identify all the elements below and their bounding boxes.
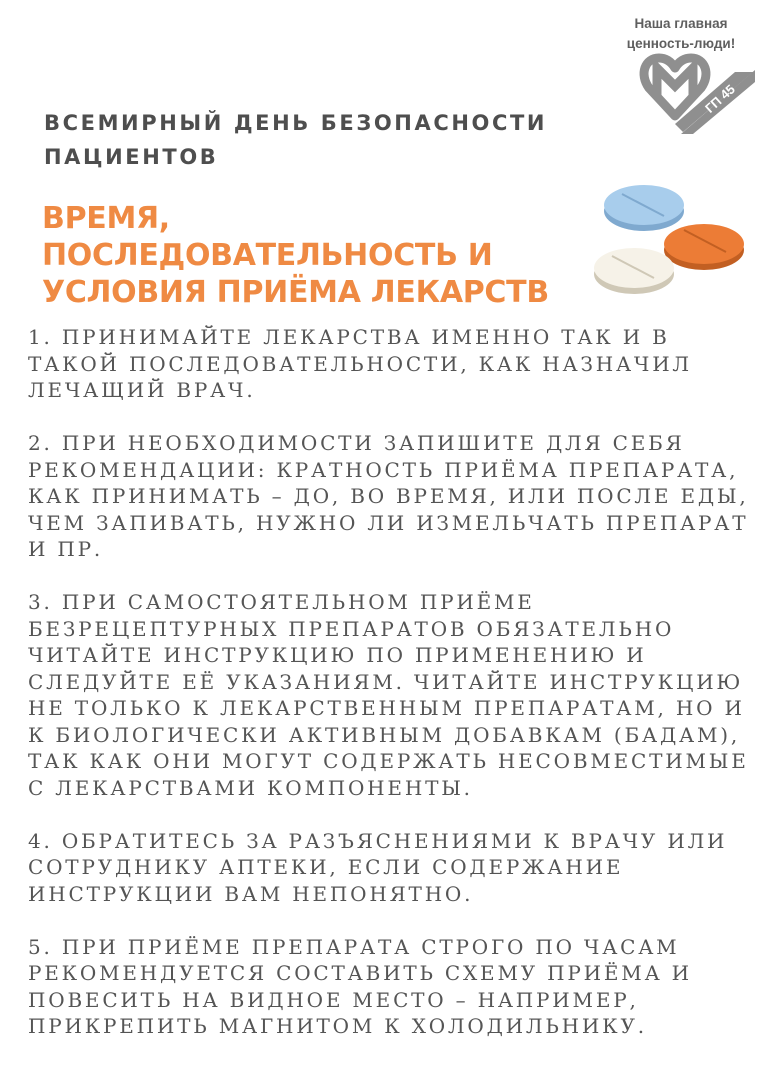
event-title: ВСЕМИРНЫЙ ДЕНЬ БЕЗОПАСНОСТИ ПАЦИЕНТОВ — [44, 111, 548, 169]
instruction-3: 3. ПРИ САМОСТОЯТЕЛЬНОМ ПРИЁМЕ БЕЗРЕЦЕПТУРНЫХ ПРЕПАРАТОВ ОБЯЗАТЕЛЬНО ЧИТАЙТЕ ИНСТРУКЦИЮ ПО ПРИМЕНЕНИЮ И СЛЕДУЙТЕ ЕЁ УКАЗАНИЯМ. ЧИТАЙТЕ ИНСТРУКЦИЮ НЕ ТОЛЬКО К ЛЕКАРСТВЕННЫМ ПРЕПАРАТАМ, НО И К БИОЛОГИЧЕСКИ АКТИВНЫМ ДОБАВКАМ (БАДАМ), ТАК КАК ОНИ МОГУТ СОДЕРЖАТЬ НЕСОВМЕСТИМЫЕ С ЛЕКАРСТВАМИ КОМПОНЕНТЫ. — [28, 590, 749, 800]
main-title-line-3: УСЛОВИЯ ПРИЁМА ЛЕКАРСТВ — [42, 275, 549, 310]
main-title-line-1: ВРЕМЯ, — [42, 201, 170, 236]
instruction-5: 5. ПРИ ПРИЁМЕ ПРЕПАРАТА СТРОГО ПО ЧАСАМ РЕКОМЕНДУЕТСЯ СОСТАВИТЬ СХЕМУ ПРИЁМА И ПОВЕСИТЬ НА ВИДНОЕ МЕСТО – НАПРИМЕР, ПРИКРЕПИТЬ МАГНИТОМ К ХОЛОДИЛЬНИКУ. — [28, 934, 692, 1038]
pills-icon — [584, 178, 756, 306]
orange-pill-icon — [664, 224, 744, 270]
logo-text: ГП 45 — [702, 81, 738, 116]
slogan-line-1: Наша главная — [634, 16, 728, 31]
blue-pill-icon — [604, 185, 684, 231]
instruction-4: 4. ОБРАТИТЕСЬ ЗА РАЗЪЯСНЕНИЯМИ К ВРАЧУ ИЛИ СОТРУДНИКУ АПТЕКИ, ЕСЛИ СОДЕРЖАНИЕ ИНСТРУКЦИИ ВАМ НЕПОНЯТНО. — [28, 828, 728, 906]
slogan — [606, 14, 756, 54]
instruction-1: 1. ПРИНИМАЙТЕ ЛЕКАРСТВА ИМЕННО ТАК И В ТАКОЙ ПОСЛЕДОВАТЕЛЬНОСТИ, КАК НАЗНАЧИЛ ЛЕЧАЩИЙ ВРАЧ. — [28, 325, 692, 402]
main-title-line-2: ПОСЛЕДОВАТЕЛЬНОСТЬ И — [42, 238, 493, 273]
main-title — [42, 200, 602, 311]
slogan-line-2: ценность-люди! — [626, 36, 736, 51]
instructions-list — [28, 324, 758, 1066]
white-pill-icon — [594, 248, 674, 294]
heart-m-logo-icon — [635, 52, 755, 136]
instruction-2: 2. ПРИ НЕОБХОДИМОСТИ ЗАПИШИТЕ ДЛЯ СЕБЯ РЕКОМЕНДАЦИИ: КРАТНОСТЬ ПРИЁМА ПРЕПАРАТА, КАК ПРИНИМАТЬ – ДО, ВО ВРЕМЯ, ИЛИ ПОСЛЕ ЕДЫ, ЧЕМ ЗАПИВАТЬ, НУЖНО ЛИ ИЗМЕЛЬЧАТЬ ПРЕПАРАТ И ПР. — [28, 431, 749, 561]
